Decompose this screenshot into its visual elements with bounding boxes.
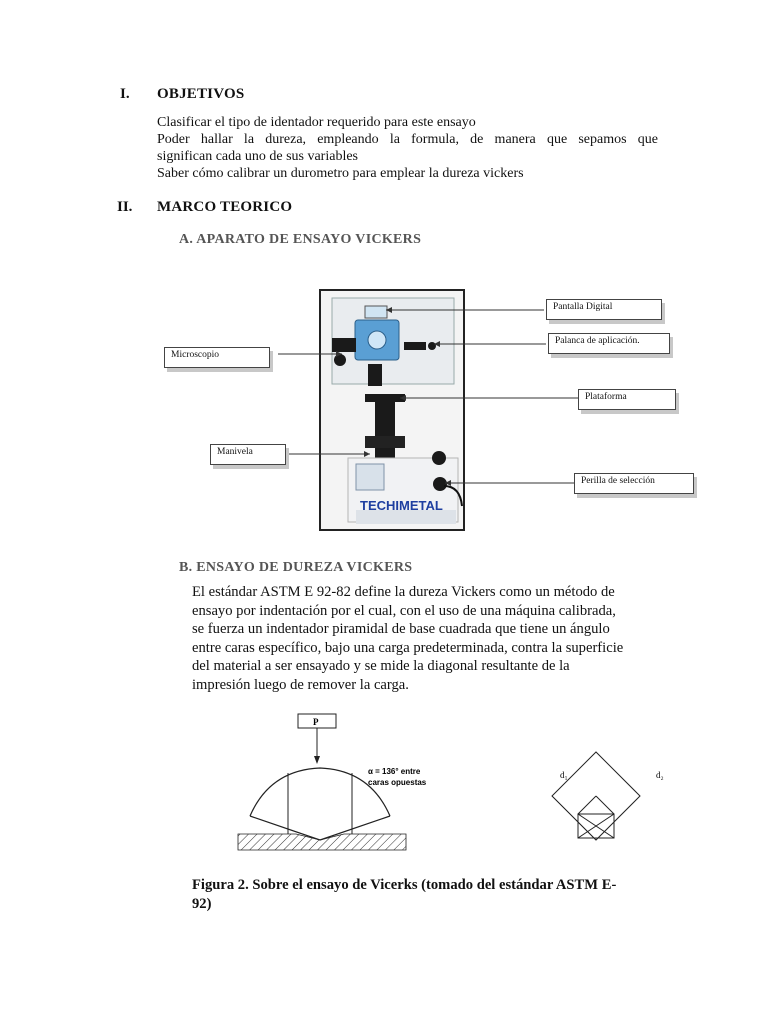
section-1-title: OBJETIVOS (157, 86, 245, 102)
label-perilla: Perilla de selección (574, 473, 694, 494)
section-1-number: I. (120, 86, 130, 102)
paragraph-line: entre caras específico, bajo una carga predeterminada, contra la superficie (192, 639, 624, 656)
paragraph-line: ensayo por indentación por el cual, con el uso de una máquina calibrada, (192, 602, 616, 619)
objective-line: significan cada uno de sus variables (157, 149, 358, 164)
definition-paragraph (192, 583, 662, 695)
objective-line: Poder hallar la dureza, empleando la formula, de manera que sepamos que (157, 132, 658, 147)
objective-line: Saber cómo calibrar un durometro para emplear la dureza vickers (157, 166, 524, 181)
label-plataforma: Plataforma (578, 389, 676, 410)
paragraph-line: El estándar ASTM E 92-82 define la dureza Vickers como un método de (192, 584, 615, 600)
caption-line: 92) (192, 896, 212, 912)
diagonal-d1-label: d₁ (560, 770, 568, 780)
label-microscopio: Microscopio (164, 347, 270, 368)
section-2-number: II. (117, 199, 133, 215)
paragraph-line: se fuerza un indentador piramidal de base cuadrada que tiene un ángulo (192, 621, 610, 638)
paragraph-line: impresión luego de remover la carga. (192, 676, 409, 693)
label-palanca: Palanca de aplicación. (548, 333, 670, 354)
subsection-b-title: B. ENSAYO DE DUREZA VICKERS (179, 560, 413, 575)
caption-line: Figura 2. Sobre el ensayo de Vicerks (tomado del estándar ASTM E- (192, 877, 617, 893)
machine-brand-text: TECHIMETAL (360, 498, 443, 513)
diagonal-d2-label: d₂ (656, 770, 664, 780)
label-pantalla-digital: Pantalla Digital (546, 299, 662, 320)
subsection-a-title: A. APARATO DE ENSAYO VICKERS (179, 232, 422, 247)
angle-label-line2: caras opuestas (368, 778, 427, 787)
load-p-label: P (313, 717, 319, 727)
objective-line: Clasificar el tipo de identador requerido para este ensayo (157, 115, 476, 130)
figure-caption (192, 876, 652, 914)
section-2-title: MARCO TEORICO (157, 199, 293, 215)
vickers-indentation-diagram (230, 708, 700, 860)
label-manivela: Manivela (210, 444, 286, 465)
paragraph-line: del material a ser ensayado y se mide la diagonal resultante de la (192, 658, 570, 675)
indenter-schematic (230, 708, 700, 860)
angle-label-line1: α = 136° entre (368, 767, 421, 776)
